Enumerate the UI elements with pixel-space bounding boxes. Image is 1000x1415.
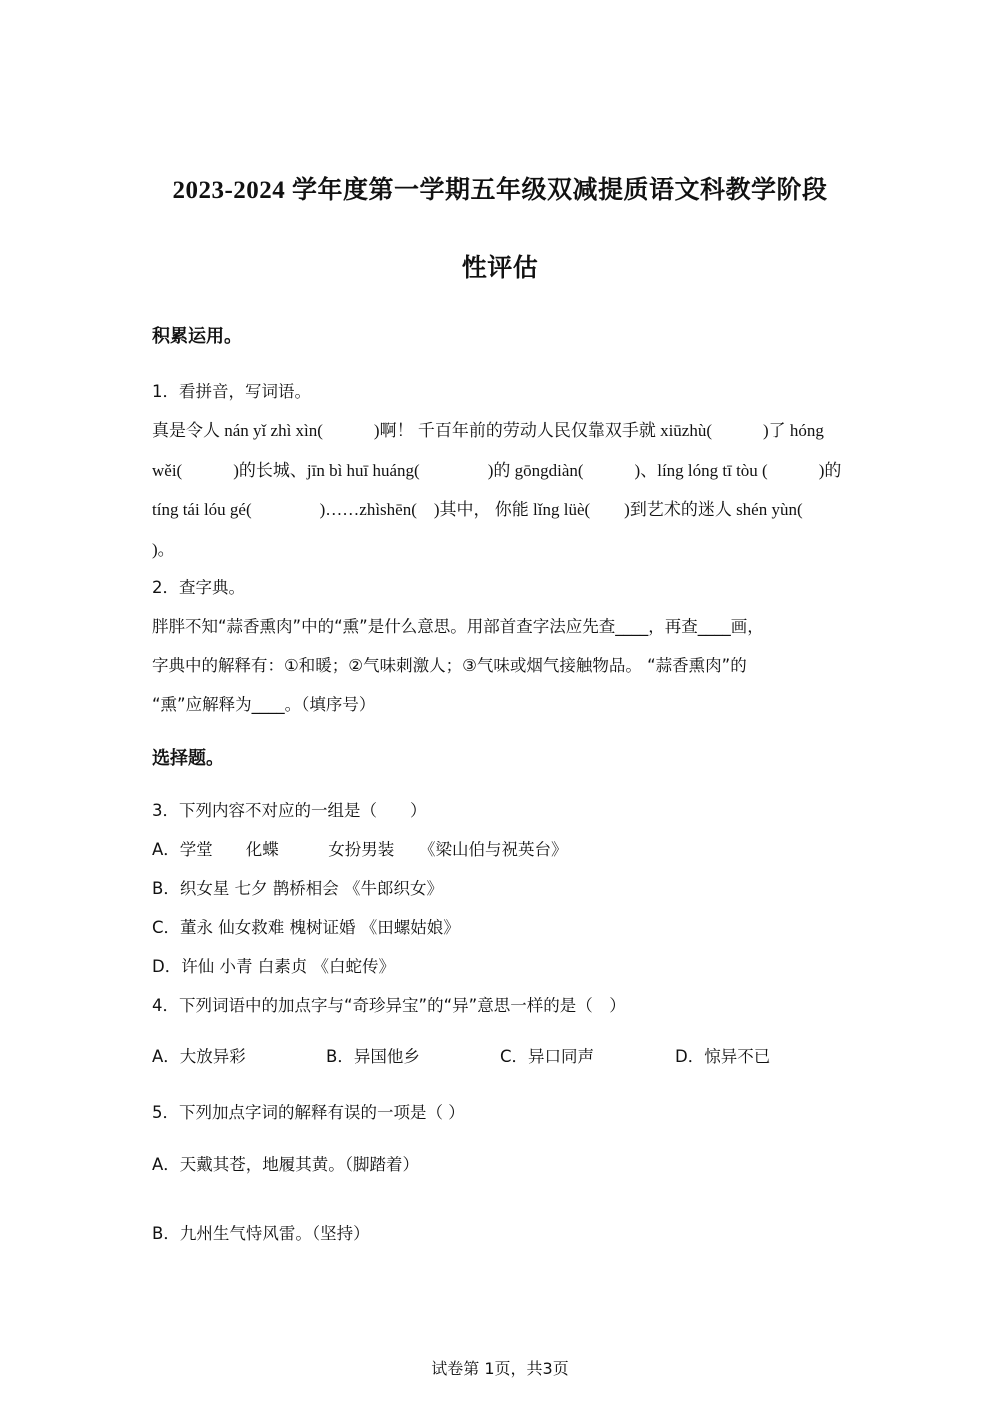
question-1-stem: 1．看拼音，写词语。 (152, 382, 311, 401)
question-3-option-b: B．织女星 七夕 鹊桥相会 《牛郎织女》 (152, 879, 444, 898)
question-5-stem: 5．下列加点字词的解释有误的一项是（ ） (152, 1103, 465, 1122)
question-1-line-4: )。 (152, 540, 175, 559)
question-1-line-3: tíng tái lóu gé( )……zhìshēn( )其中， 你能 lǐng lüè( )到艺术的迷人 shén yùn( (152, 500, 803, 519)
question-3-option-d: D．许仙 小青 白素贞 《白蛇传》 (152, 957, 395, 976)
section-heading-choice: 选择题。 (152, 748, 224, 769)
question-1-line-1: 真是令人 nán yǐ zhì xìn( )啊！ 千百年前的劳动人民仅靠双手就 xiūzhù( )了 hóng (152, 421, 824, 440)
question-2-line-1: 胖胖不知“蒜香熏肉”中的“熏”是什么意思。用部首查字法应先查____，再查____画， (152, 617, 764, 636)
question-5-option-b: B．九州生气恃风雷。（坚持） (152, 1224, 370, 1243)
question-3-option-a: A．学堂 化蝶 女扮男装 《梁山伯与祝英台》 (152, 840, 568, 859)
page-title-line-2: 性评估 (461, 253, 539, 282)
question-2-line-2: 字典中的解释有：①和暖；②气味刺激人；③气味或烟气接触物品。 “蒜香熏肉”的 (152, 656, 747, 675)
question-2-line-3: “熏”应解释为____。（填序号） (152, 695, 376, 714)
question-4-option-d: D．惊异不已 (675, 1047, 771, 1066)
question-1-line-2: wěi( )的长城、jīn bì huī huáng( )的 gōngdiàn( )、líng lóng tī tòu ( )的 (152, 461, 842, 480)
question-4-stem: 4．下列词语中的加点字与“奇珍异宝”的“异”意思一样的是（ ） (152, 996, 626, 1015)
question-4-option-b: B．异国他乡 (326, 1047, 420, 1066)
question-4-option-c: C．异口同声 (500, 1047, 595, 1066)
question-3-option-c: C．董永 仙女救难 槐树证婚 《田螺姑娘》 (152, 918, 460, 937)
section-heading-accumulate: 积累运用。 (152, 326, 242, 347)
page-title-line-1: 2023-2024 学年度第一学期五年级双减提质语文科教学阶段 (172, 177, 828, 204)
question-3-stem: 3．下列内容不对应的一组是（ ） (152, 801, 427, 820)
question-4-option-a: A．大放异彩 (152, 1047, 246, 1066)
question-2-stem: 2．查字典。 (152, 578, 245, 597)
page-footer: 试卷第 1页，共3页 (431, 1359, 569, 1378)
question-5-option-a: A．天戴其苍，地履其黄。（脚踏着） (152, 1155, 420, 1174)
